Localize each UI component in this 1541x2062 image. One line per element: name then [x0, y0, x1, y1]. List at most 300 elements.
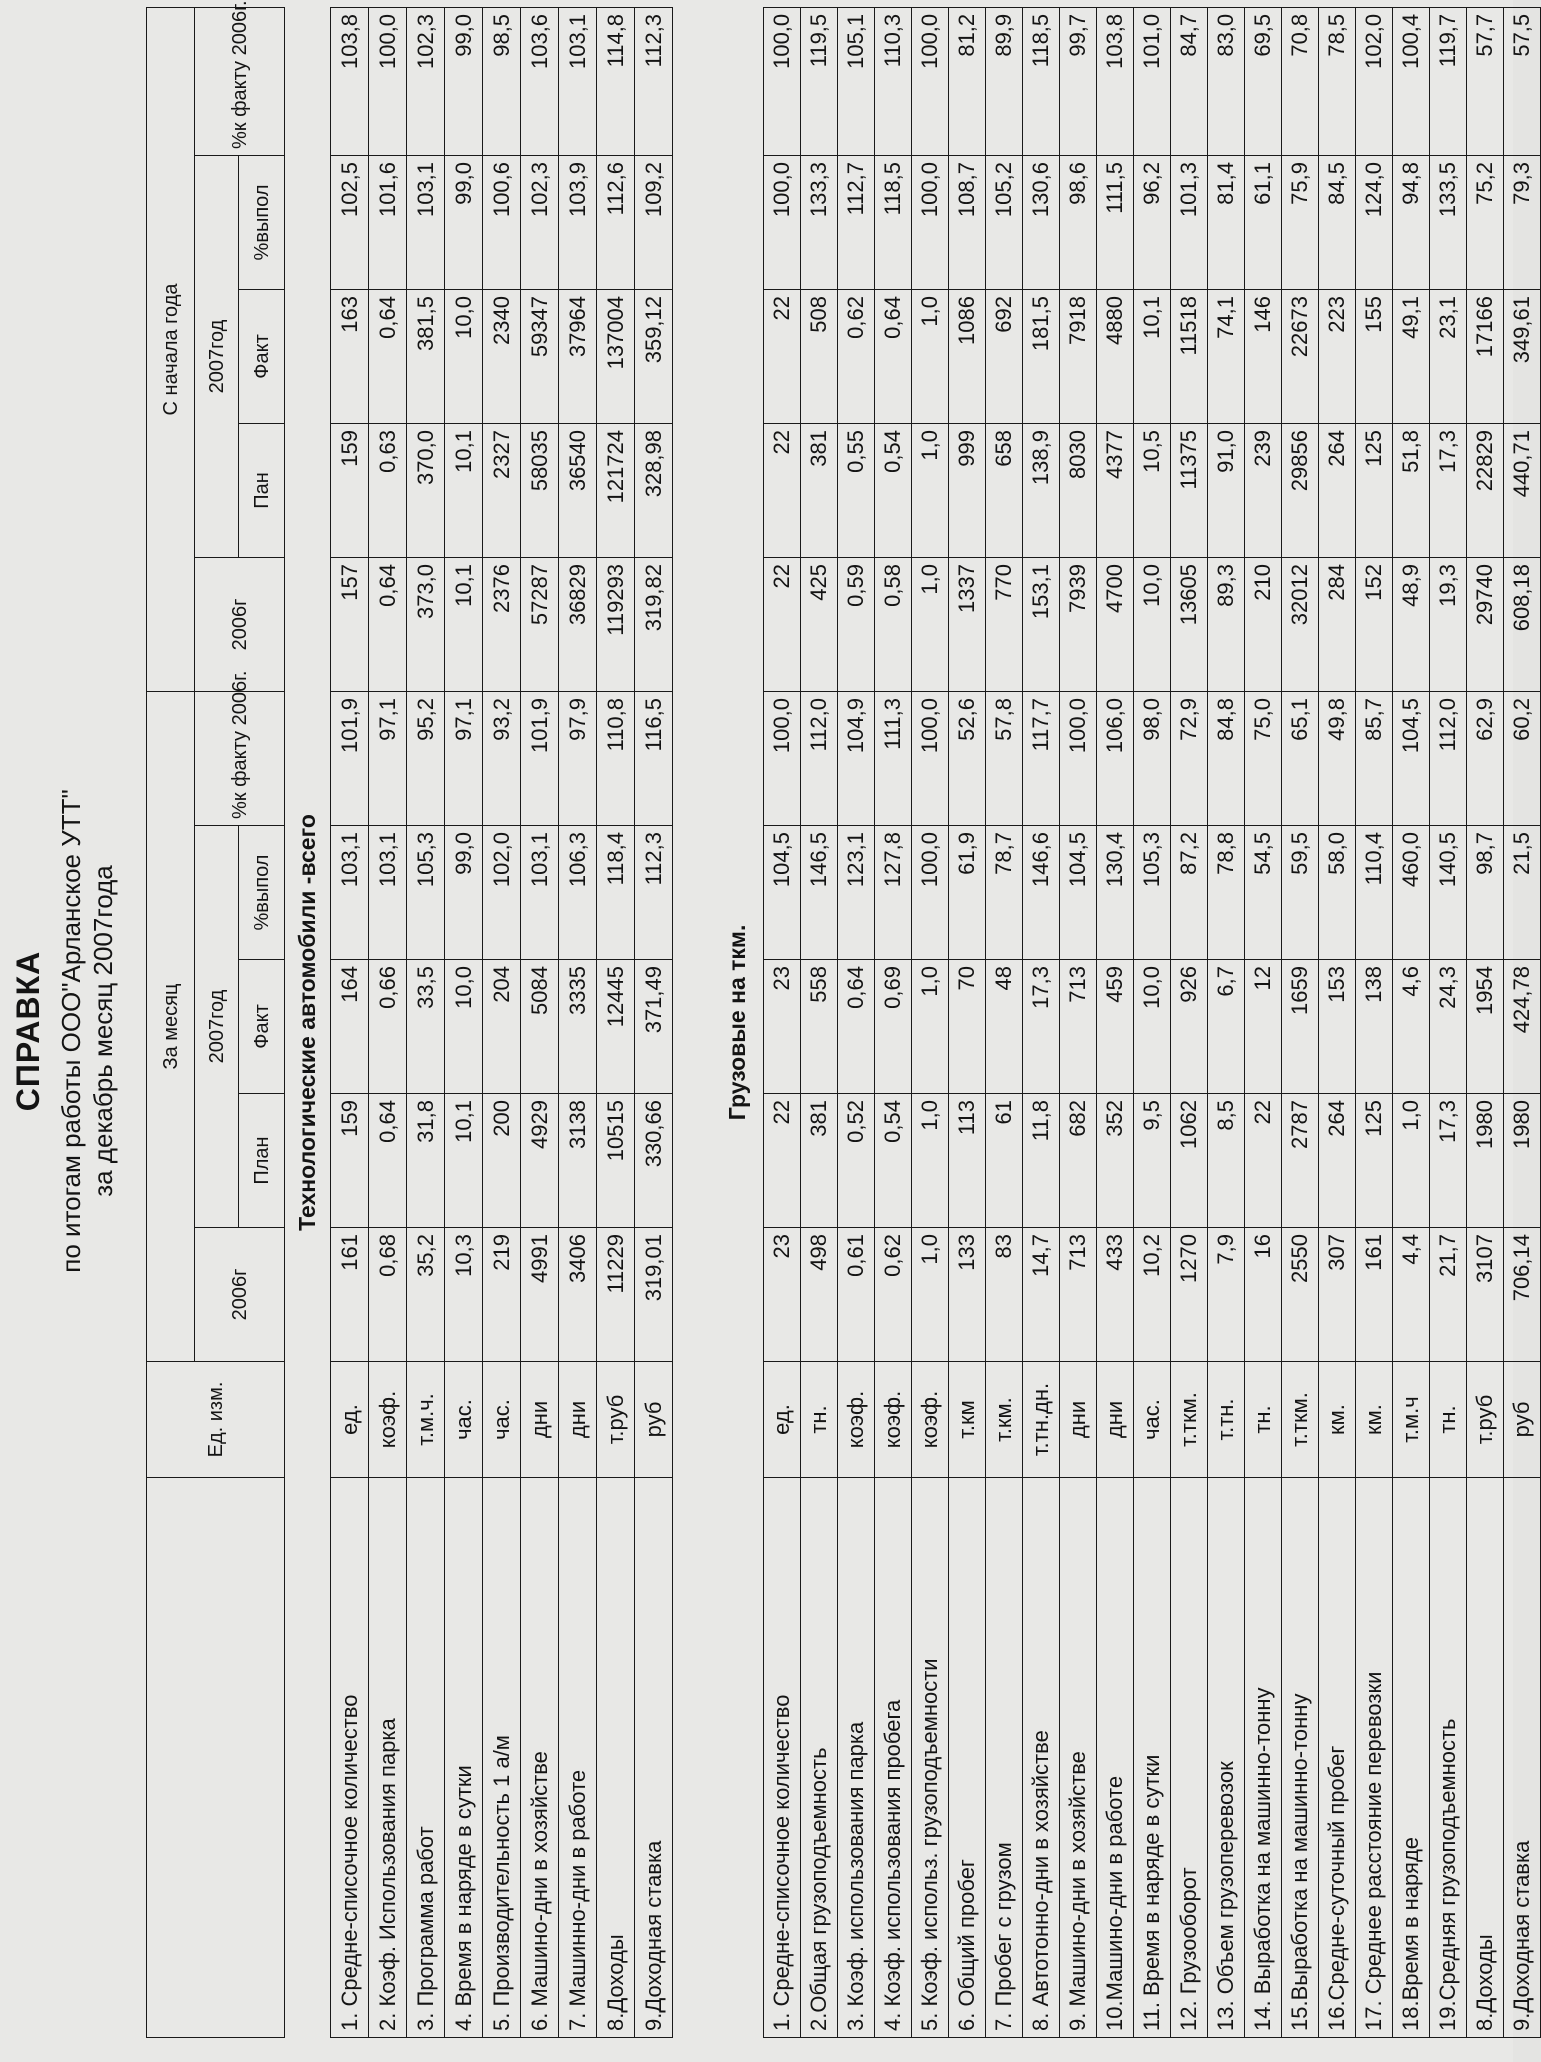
month-pct-done: 104,5	[763, 826, 800, 960]
table-row	[635, 7, 673, 2037]
ytd-fact: 59347	[521, 289, 559, 423]
table-row	[1133, 7, 1170, 2037]
row-unit: коэф.	[911, 1362, 948, 1478]
ytd-pct-done: 109,2	[635, 155, 673, 289]
ytd-2006: 373,0	[407, 557, 445, 691]
month-2006: 0,61	[837, 1228, 874, 1362]
month-vs-2006: 112,0	[1429, 692, 1466, 826]
month-pct-done: 102,0	[483, 826, 521, 960]
month-vs-2006: 98,0	[1133, 692, 1170, 826]
ytd-2006: 152	[1355, 558, 1392, 692]
month-fact: 3335	[559, 960, 597, 1094]
table-row	[407, 7, 445, 2037]
ytd-plan: 8030	[1059, 424, 1096, 558]
ytd-vs-2006: 105,1	[837, 7, 874, 155]
month-vs-2006: 95,2	[407, 691, 445, 825]
ytd-plan: 11375	[1170, 424, 1207, 558]
ytd-pct-done: 75,9	[1281, 156, 1318, 290]
row-name: 10.Машино-дни в работе	[1096, 1478, 1133, 2038]
ytd-fact: 74,1	[1207, 290, 1244, 424]
ytd-fact: 37964	[559, 289, 597, 423]
ytd-vs-2006: 83,0	[1207, 7, 1244, 155]
ytd-vs-2006: 78,5	[1318, 7, 1355, 155]
row-unit: т.тн.дн.	[1022, 1362, 1059, 1478]
ytd-plan: 381	[800, 424, 837, 558]
month-vs-2006: 100,0	[763, 692, 800, 826]
row-name: 11. Время в наряде в сутки	[1133, 1478, 1170, 2038]
month-plan: 0,52	[837, 1094, 874, 1228]
month-plan: 0,64	[369, 1094, 407, 1228]
month-pct-done: 123,1	[837, 826, 874, 960]
month-vs-2006: 49,8	[1318, 692, 1355, 826]
month-fact: 33,5	[407, 960, 445, 1094]
ytd-plan: 440,71	[1503, 424, 1540, 558]
header-y-vs-2006: %к факту 2006г.	[195, 7, 285, 155]
ytd-fact: 10,0	[445, 289, 483, 423]
table-row	[1503, 7, 1540, 2037]
month-2006: 10,3	[445, 1228, 483, 1362]
row-unit: т.м.ч.	[407, 1362, 445, 1478]
row-unit: т.км	[948, 1362, 985, 1478]
header-m-plan: План	[239, 1094, 285, 1228]
ytd-vs-2006: 99,7	[1059, 7, 1096, 155]
month-vs-2006: 111,3	[874, 692, 911, 826]
ytd-plan: 0,54	[874, 424, 911, 558]
table-row	[1429, 7, 1466, 2037]
table-cargo-trucks	[713, 7, 1541, 2038]
header-m-2007: 2007год	[195, 826, 239, 1228]
table-row	[1281, 7, 1318, 2037]
ytd-fact: 137004	[597, 289, 635, 423]
month-fact: 24,3	[1429, 960, 1466, 1094]
table-row	[521, 7, 559, 2037]
section-title: Технологические автомобили -всего	[294, 814, 320, 1231]
ytd-fact: 22673	[1281, 290, 1318, 424]
month-plan: 113	[948, 1094, 985, 1228]
header-m-vs-2006: %к факту 2006г.	[195, 691, 285, 825]
ytd-pct-done: 108,7	[948, 156, 985, 290]
ytd-2006: 7939	[1059, 558, 1096, 692]
month-pct-done: 127,8	[874, 826, 911, 960]
month-fact: 23	[763, 960, 800, 1094]
ytd-pct-done: 102,3	[521, 155, 559, 289]
month-fact: 0,64	[837, 960, 874, 1094]
ytd-fact: 155	[1355, 290, 1392, 424]
row-unit: руб	[1503, 1362, 1540, 1478]
month-2006: 35,2	[407, 1228, 445, 1362]
month-fact: 5084	[521, 960, 559, 1094]
month-pct-done: 78,8	[1207, 826, 1244, 960]
month-plan: 159	[331, 1094, 369, 1228]
ytd-fact: 22	[763, 290, 800, 424]
month-pct-done: 99,0	[445, 826, 483, 960]
header-unit: Ед. изм.	[147, 1362, 285, 1478]
month-fact: 0,66	[369, 960, 407, 1094]
ytd-pct-done: 133,5	[1429, 156, 1466, 290]
row-unit: час.	[1133, 1362, 1170, 1478]
month-plan: 1,0	[911, 1094, 948, 1228]
month-plan: 10515	[597, 1094, 635, 1228]
row-name: 14. Выработка на машинно-тонну	[1244, 1478, 1281, 2038]
table-row	[837, 7, 874, 2037]
month-2006: 83	[985, 1228, 1022, 1362]
table-row	[948, 7, 985, 2037]
ytd-2006: 13605	[1170, 558, 1207, 692]
ytd-pct-done: 101,3	[1170, 156, 1207, 290]
month-plan: 8,5	[1207, 1094, 1244, 1228]
ytd-fact: 0,64	[369, 289, 407, 423]
month-vs-2006: 97,9	[559, 691, 597, 825]
ytd-vs-2006: 100,0	[911, 7, 948, 155]
ytd-plan: 2327	[483, 423, 521, 557]
table-row	[800, 7, 837, 2037]
ytd-2006: 770	[985, 558, 1022, 692]
ytd-plan: 58035	[521, 423, 559, 557]
month-fact: 4,6	[1392, 960, 1429, 1094]
ytd-vs-2006: 112,3	[635, 7, 673, 155]
ytd-plan: 36540	[559, 423, 597, 557]
month-vs-2006: 93,2	[483, 691, 521, 825]
row-unit: тн.	[800, 1362, 837, 1478]
month-2006: 1,0	[911, 1228, 948, 1362]
ytd-vs-2006: 110,3	[874, 7, 911, 155]
month-fact: 12445	[597, 960, 635, 1094]
month-2006: 3107	[1466, 1228, 1503, 1362]
ytd-pct-done: 112,7	[837, 156, 874, 290]
month-fact: 1,0	[911, 960, 948, 1094]
ytd-fact: 146	[1244, 290, 1281, 424]
ytd-pct-done: 61,1	[1244, 156, 1281, 290]
ytd-fact: 10,1	[1133, 290, 1170, 424]
month-plan: 352	[1096, 1094, 1133, 1228]
ytd-vs-2006: 57,7	[1466, 7, 1503, 155]
ytd-pct-done: 98,6	[1059, 156, 1096, 290]
row-unit: т.ткм.	[1281, 1362, 1318, 1478]
ytd-vs-2006: 81,2	[948, 7, 985, 155]
row-unit: дни	[1059, 1362, 1096, 1478]
month-2006: 11229	[597, 1228, 635, 1362]
ytd-2006: 0,59	[837, 558, 874, 692]
row-name: 15.Выработка на машинно-тонну	[1281, 1478, 1318, 2038]
month-2006: 4991	[521, 1228, 559, 1362]
month-pct-done: 112,3	[635, 826, 673, 960]
ytd-pct-done: 94,8	[1392, 156, 1429, 290]
ytd-2006: 153,1	[1022, 558, 1059, 692]
ytd-fact: 1,0	[911, 290, 948, 424]
month-fact: 713	[1059, 960, 1096, 1094]
month-vs-2006: 101,9	[331, 691, 369, 825]
ytd-2006: 22	[763, 558, 800, 692]
ytd-2006: 1337	[948, 558, 985, 692]
month-fact: 12	[1244, 960, 1281, 1094]
row-unit: тн.	[1429, 1362, 1466, 1478]
ytd-2006: 48,9	[1392, 558, 1429, 692]
month-plan: 1062	[1170, 1094, 1207, 1228]
ytd-fact: 7918	[1059, 290, 1096, 424]
month-pct-done: 98,7	[1466, 826, 1503, 960]
month-fact: 70	[948, 960, 985, 1094]
month-pct-done: 106,3	[559, 826, 597, 960]
month-2006: 161	[1355, 1228, 1392, 1362]
ytd-fact: 359,12	[635, 289, 673, 423]
ytd-fact: 181,5	[1022, 290, 1059, 424]
month-pct-done: 110,4	[1355, 826, 1392, 960]
month-vs-2006: 84,8	[1207, 692, 1244, 826]
month-fact: 424,78	[1503, 960, 1540, 1094]
month-vs-2006: 100,0	[911, 692, 948, 826]
month-pct-done: 59,5	[1281, 826, 1318, 960]
month-fact: 371,49	[635, 960, 673, 1094]
ytd-vs-2006: 57,5	[1503, 7, 1540, 155]
ytd-pct-done: 124,0	[1355, 156, 1392, 290]
month-vs-2006: 101,9	[521, 691, 559, 825]
month-plan: 682	[1059, 1094, 1096, 1228]
row-unit: т.м.ч	[1392, 1362, 1429, 1478]
month-2006: 14,7	[1022, 1228, 1059, 1362]
month-vs-2006: 100,0	[1059, 692, 1096, 826]
month-plan: 264	[1318, 1094, 1355, 1228]
ytd-plan: 17,3	[1429, 424, 1466, 558]
row-name: 5. Коэф. использ. грузоподъемности	[911, 1478, 948, 2038]
row-name: 5. Производительность 1 а/м	[483, 1478, 521, 2038]
row-name: 9. Машино-дни в хозяйстве	[1059, 1478, 1096, 2038]
month-plan: 10,1	[445, 1094, 483, 1228]
ytd-2006: 119293	[597, 557, 635, 691]
table-row	[331, 7, 369, 2037]
ytd-pct-done: 75,2	[1466, 156, 1503, 290]
ytd-2006: 2376	[483, 557, 521, 691]
ytd-2006: 210	[1244, 558, 1281, 692]
table-row	[369, 7, 407, 2037]
month-2006: 0,68	[369, 1228, 407, 1362]
month-plan: 1980	[1466, 1094, 1503, 1228]
ytd-fact: 2340	[483, 289, 521, 423]
ytd-pct-done: 103,9	[559, 155, 597, 289]
month-pct-done: 87,2	[1170, 826, 1207, 960]
row-name: 2. Коэф. Использования парка	[369, 1478, 407, 2038]
month-2006: 3406	[559, 1228, 597, 1362]
month-vs-2006: 52,6	[948, 692, 985, 826]
month-fact: 204	[483, 960, 521, 1094]
ytd-vs-2006: 98,5	[483, 7, 521, 155]
ytd-vs-2006: 84,7	[1170, 7, 1207, 155]
ytd-2006: 57287	[521, 557, 559, 691]
ytd-vs-2006: 103,8	[331, 7, 369, 155]
month-plan: 330,66	[635, 1094, 673, 1228]
row-name: 1. Средне-списочное количество	[331, 1478, 369, 2038]
month-fact: 1659	[1281, 960, 1318, 1094]
month-plan: 381	[800, 1094, 837, 1228]
ytd-2006: 10,0	[1133, 558, 1170, 692]
row-unit: т.км.	[985, 1362, 1022, 1478]
ytd-vs-2006: 100,4	[1392, 7, 1429, 155]
month-vs-2006: 104,9	[837, 692, 874, 826]
month-vs-2006: 65,1	[1281, 692, 1318, 826]
ytd-2006: 0,64	[369, 557, 407, 691]
ytd-2006: 319,82	[635, 557, 673, 691]
ytd-vs-2006: 99,0	[445, 7, 483, 155]
header-y-2007: 2007год	[195, 155, 239, 557]
ytd-plan: 4377	[1096, 424, 1133, 558]
month-vs-2006: 97,1	[369, 691, 407, 825]
ytd-plan: 1,0	[911, 424, 948, 558]
month-fact: 926	[1170, 960, 1207, 1094]
table-row	[445, 7, 483, 2037]
month-fact: 558	[800, 960, 837, 1094]
month-2006: 16	[1244, 1228, 1281, 1362]
month-fact: 0,69	[874, 960, 911, 1094]
table-row	[1022, 7, 1059, 2037]
row-unit: т.тн.	[1207, 1362, 1244, 1478]
header-m-pct: %выпол	[239, 826, 285, 960]
row-name: 4. Коэф. использования пробега	[874, 1478, 911, 2038]
ytd-pct-done: 100,6	[483, 155, 521, 289]
ytd-fact: 163	[331, 289, 369, 423]
month-fact: 164	[331, 960, 369, 1094]
month-2006: 1270	[1170, 1228, 1207, 1362]
row-unit: коэф.	[369, 1362, 407, 1478]
ytd-pct-done: 100,0	[911, 156, 948, 290]
month-pct-done: 54,5	[1244, 826, 1281, 960]
row-name: 18.Время в наряде	[1392, 1478, 1429, 2038]
month-plan: 200	[483, 1094, 521, 1228]
ytd-plan: 51,8	[1392, 424, 1429, 558]
ytd-2006: 608,18	[1503, 558, 1540, 692]
month-plan: 0,54	[874, 1094, 911, 1228]
month-fact: 6,7	[1207, 960, 1244, 1094]
month-vs-2006: 110,8	[597, 691, 635, 825]
table-row	[985, 7, 1022, 2037]
month-pct-done: 21,5	[1503, 826, 1540, 960]
row-unit: коэф.	[874, 1362, 911, 1478]
row-name: 9.Доходная ставка	[635, 1478, 673, 2038]
month-vs-2006: 104,5	[1392, 692, 1429, 826]
row-unit: руб	[635, 1362, 673, 1478]
ytd-2006: 1,0	[911, 558, 948, 692]
month-vs-2006: 85,7	[1355, 692, 1392, 826]
month-plan: 22	[763, 1094, 800, 1228]
ytd-plan: 370,0	[407, 423, 445, 557]
header-y-pct: %выпол	[239, 155, 285, 289]
ytd-plan: 121724	[597, 423, 635, 557]
month-2006: 133	[948, 1228, 985, 1362]
month-2006: 10,2	[1133, 1228, 1170, 1362]
row-name: 16.Средне-суточный пробег	[1318, 1478, 1355, 2038]
month-fact: 1954	[1466, 960, 1503, 1094]
month-2006: 21,7	[1429, 1228, 1466, 1362]
ytd-2006: 19,3	[1429, 558, 1466, 692]
month-pct-done: 103,1	[369, 826, 407, 960]
month-vs-2006: 72,9	[1170, 692, 1207, 826]
table-row	[483, 7, 521, 2037]
ytd-2006: 4700	[1096, 558, 1133, 692]
ytd-2006: 29740	[1466, 558, 1503, 692]
row-name: 6. Машино-дни в хозяйстве	[521, 1478, 559, 2038]
month-2006: 713	[1059, 1228, 1096, 1362]
row-name: 4. Время в наряде в сутки	[445, 1478, 483, 2038]
header-month-group: За месяц	[147, 691, 195, 1361]
row-unit: км.	[1355, 1362, 1392, 1478]
month-pct-done: 105,3	[407, 826, 445, 960]
ytd-2006: 0,58	[874, 558, 911, 692]
ytd-pct-done: 101,6	[369, 155, 407, 289]
ytd-vs-2006: 89,9	[985, 7, 1022, 155]
month-fact: 17,3	[1022, 960, 1059, 1094]
row-unit: тн.	[1244, 1362, 1281, 1478]
table-row	[559, 7, 597, 2037]
ytd-pct-done: 84,5	[1318, 156, 1355, 290]
ytd-plan: 0,55	[837, 424, 874, 558]
row-unit: дни	[521, 1362, 559, 1478]
month-fact: 10,0	[445, 960, 483, 1094]
row-unit: км.	[1318, 1362, 1355, 1478]
ytd-plan: 29856	[1281, 424, 1318, 558]
table-row	[1466, 7, 1503, 2037]
ytd-pct-done: 118,5	[874, 156, 911, 290]
month-plan: 11,8	[1022, 1094, 1059, 1228]
month-2006: 219	[483, 1228, 521, 1362]
month-plan: 17,3	[1429, 1094, 1466, 1228]
row-name: 3. Коэф. использования парка	[837, 1478, 874, 2038]
ytd-pct-done: 79,3	[1503, 156, 1540, 290]
month-pct-done: 103,1	[521, 826, 559, 960]
ytd-2006: 89,3	[1207, 558, 1244, 692]
month-pct-done: 146,5	[800, 826, 837, 960]
ytd-plan: 91,0	[1207, 424, 1244, 558]
ytd-fact: 0,62	[837, 290, 874, 424]
ytd-vs-2006: 100,0	[763, 7, 800, 155]
month-plan: 61	[985, 1094, 1022, 1228]
row-name: 8.Доходы	[1466, 1478, 1503, 2038]
month-vs-2006: 75,0	[1244, 692, 1281, 826]
row-name: 12. Грузооборот	[1170, 1478, 1207, 2038]
month-2006: 7,9	[1207, 1228, 1244, 1362]
ytd-fact: 223	[1318, 290, 1355, 424]
ytd-pct-done: 103,1	[407, 155, 445, 289]
ytd-plan: 239	[1244, 424, 1281, 558]
table-tech-vehicles	[146, 0, 673, 2038]
table-row	[1170, 7, 1207, 2037]
month-2006: 4,4	[1392, 1228, 1429, 1362]
ytd-pct-done: 99,0	[445, 155, 483, 289]
table-row	[1059, 7, 1096, 2037]
ytd-plan: 22829	[1466, 424, 1503, 558]
table-row	[911, 7, 948, 2037]
ytd-pct-done: 100,0	[763, 156, 800, 290]
ytd-pct-done: 81,4	[1207, 156, 1244, 290]
ytd-fact: 381,5	[407, 289, 445, 423]
ytd-fact: 23,1	[1429, 290, 1466, 424]
month-pct-done: 78,7	[985, 826, 1022, 960]
row-unit: ед.	[331, 1362, 369, 1478]
row-name: 3. Программа работ	[407, 1478, 445, 2038]
ytd-plan: 10,5	[1133, 424, 1170, 558]
ytd-plan: 159	[331, 423, 369, 557]
ytd-2006: 36829	[559, 557, 597, 691]
row-unit: час.	[483, 1362, 521, 1478]
header-m-2006: 2006г	[195, 1228, 285, 1362]
month-fact: 10,0	[1133, 960, 1170, 1094]
ytd-vs-2006: 119,5	[800, 7, 837, 155]
ytd-pct-done: 102,5	[331, 155, 369, 289]
table-row	[874, 7, 911, 2037]
month-2006: 433	[1096, 1228, 1133, 1362]
ytd-plan: 264	[1318, 424, 1355, 558]
table-row	[1392, 7, 1429, 2037]
month-pct-done: 105,3	[1133, 826, 1170, 960]
header-y-2006: 2006г	[195, 557, 285, 691]
month-2006: 0,62	[874, 1228, 911, 1362]
